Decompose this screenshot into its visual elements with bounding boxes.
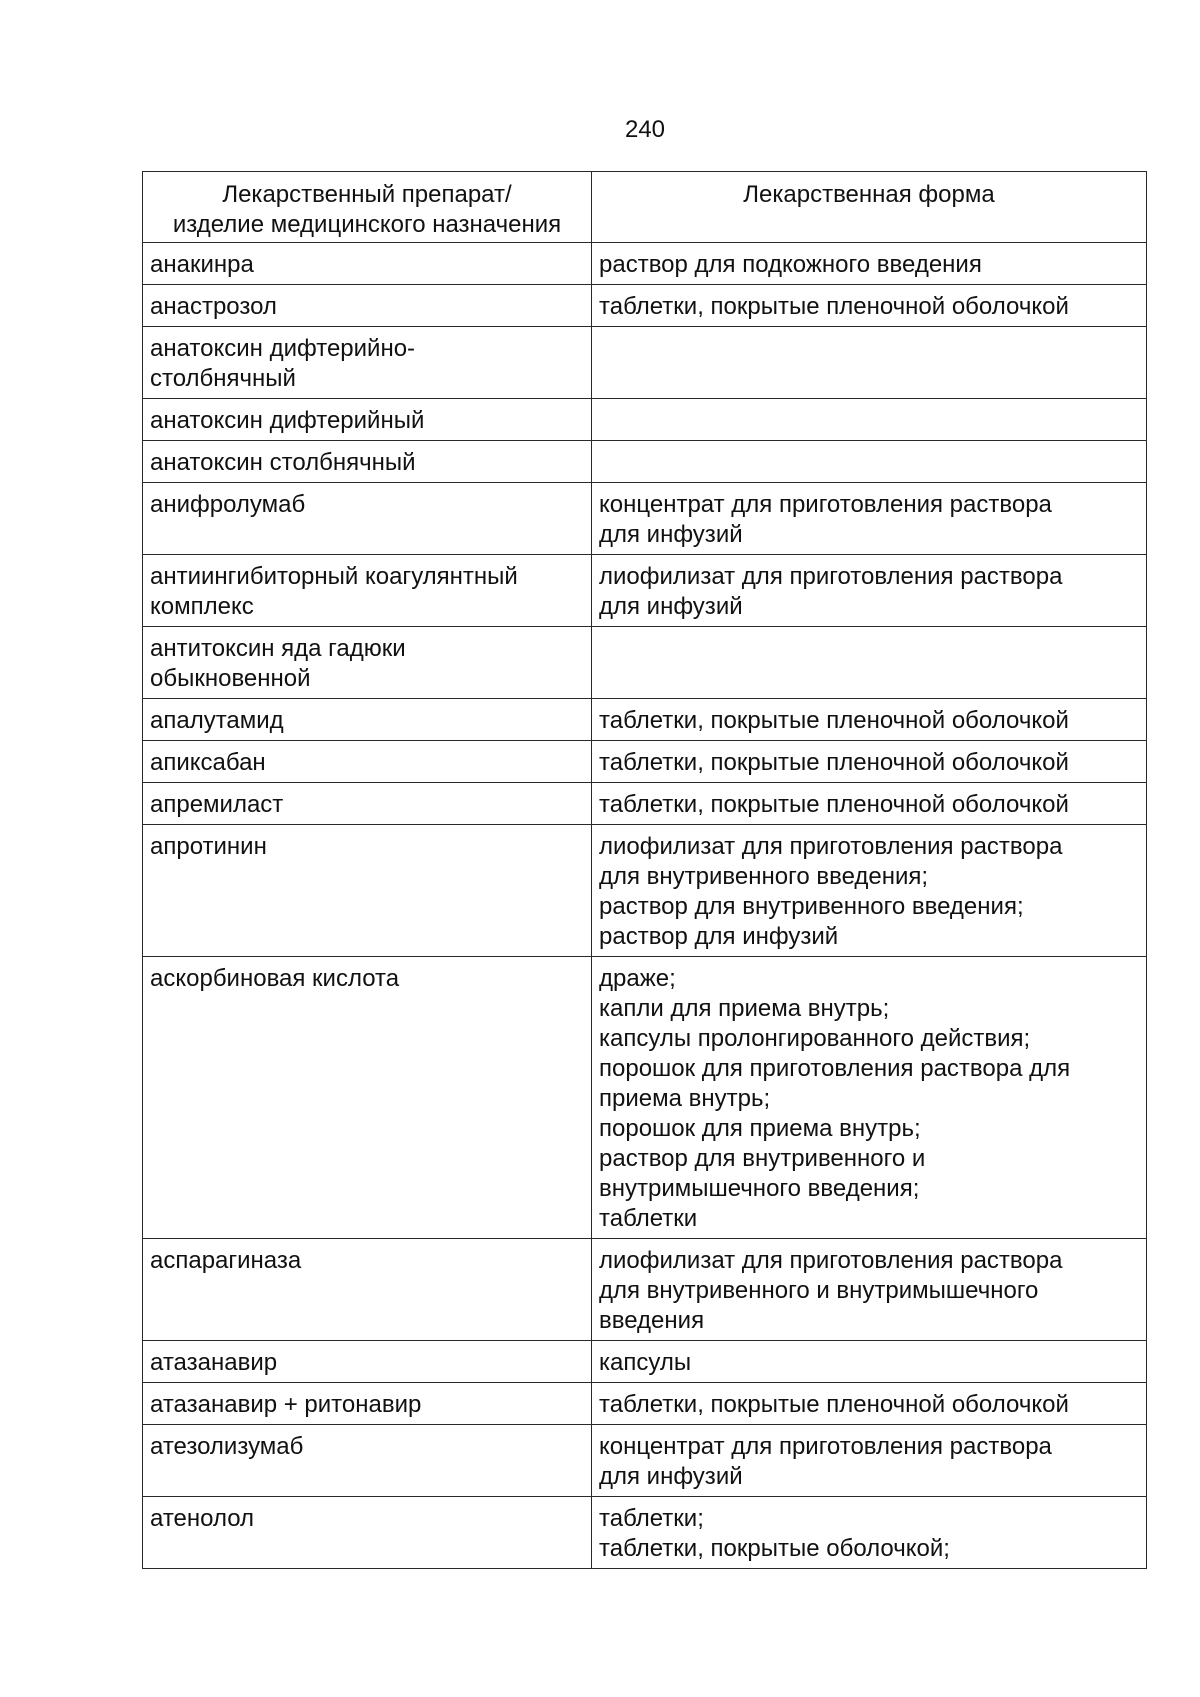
dosage-form-cell xyxy=(592,441,1147,483)
header-row xyxy=(143,172,1147,243)
dosage-form-line: таблетки, покрытые пленочной оболочкой xyxy=(599,707,1069,734)
dosage-form-line: для инфузий xyxy=(599,1463,743,1490)
table-row xyxy=(143,1425,1147,1497)
drug-cell xyxy=(143,555,592,627)
dosage-form-line: таблетки; xyxy=(599,1505,704,1532)
drug-name-line: анатоксин столбнячный xyxy=(150,449,416,476)
table-row xyxy=(143,741,1147,783)
table-row xyxy=(143,243,1147,285)
page-number: 240 xyxy=(624,116,666,143)
dosage-form-line: драже; xyxy=(599,965,676,992)
dosage-form-cell xyxy=(592,399,1147,441)
dosage-form-line: внутримышечного введения; xyxy=(599,1175,920,1202)
table-row xyxy=(143,285,1147,327)
dosage-form-line: для внутривенного введения; xyxy=(599,863,929,890)
drug-cell xyxy=(143,243,592,285)
dosage-form-cell xyxy=(592,1425,1147,1497)
table-row xyxy=(143,627,1147,699)
drug-name-line: анастрозол xyxy=(150,293,277,320)
drug-cell xyxy=(143,699,592,741)
drug-cell xyxy=(143,285,592,327)
dosage-form-line: таблетки, покрытые оболочкой; xyxy=(599,1535,950,1562)
dosage-form-line: таблетки, покрытые пленочной оболочкой xyxy=(599,293,1069,320)
table-row xyxy=(143,1383,1147,1425)
drug-cell xyxy=(143,399,592,441)
dosage-form-cell xyxy=(592,1341,1147,1383)
dosage-form-line: концентрат для приготовления раствора xyxy=(599,491,1052,518)
table-row xyxy=(143,783,1147,825)
dosage-form-line: таблетки xyxy=(599,1205,698,1232)
drug-name-line: атезолизумаб xyxy=(150,1433,304,1460)
dosage-form-line: лиофилизат для приготовления раствора xyxy=(599,1247,1063,1274)
drug-cell xyxy=(143,1425,592,1497)
dosage-form-cell xyxy=(592,741,1147,783)
dosage-form-line: раствор для подкожного введения xyxy=(599,251,982,278)
dosage-form-line: капсулы пролонгированного действия; xyxy=(599,1025,1031,1052)
table-row xyxy=(143,699,1147,741)
drug-name-line: атенолол xyxy=(150,1505,255,1532)
drug-name-line: анатоксин дифтерийно- xyxy=(150,335,416,362)
drug-cell xyxy=(143,825,592,957)
drug-cell xyxy=(143,627,592,699)
dosage-form-cell xyxy=(592,1497,1147,1569)
drug-cell xyxy=(143,1383,592,1425)
table-row xyxy=(143,555,1147,627)
dosage-form-cell xyxy=(592,699,1147,741)
table-row xyxy=(143,441,1147,483)
dosage-form-line: таблетки, покрытые пленочной оболочкой xyxy=(599,749,1069,776)
drug-name-line: анифролумаб xyxy=(150,491,306,518)
dosage-form-cell xyxy=(592,1383,1147,1425)
drug-cell xyxy=(143,327,592,399)
drug-name-line: анатоксин дифтерийный xyxy=(150,407,425,434)
dosage-form-cell xyxy=(592,627,1147,699)
dosage-form-line: раствор для внутривенного и xyxy=(599,1145,926,1172)
dosage-form-line: лиофилизат для приготовления раствора xyxy=(599,563,1063,590)
dosage-form-line: введения xyxy=(599,1307,705,1334)
dosage-form-cell xyxy=(592,285,1147,327)
table-row xyxy=(143,957,1147,1239)
header-drug-line: Лекарственный препарат/ xyxy=(222,181,512,208)
dosage-form-line: для внутривенного и внутримышечного xyxy=(599,1277,1039,1304)
dosage-form-line: лиофилизат для приготовления раствора xyxy=(599,833,1063,860)
header-form-line: Лекарственная форма xyxy=(743,181,995,208)
table-body xyxy=(143,243,1147,1569)
drug-name-line: апалутамид xyxy=(150,707,284,734)
dosage-form-line: порошок для приготовления раствора для xyxy=(599,1055,1071,1082)
dosage-form-line: таблетки, покрытые пленочной оболочкой xyxy=(599,1391,1069,1418)
dosage-form-line: капсулы xyxy=(599,1349,692,1376)
dosage-form-line: порошок для приема внутрь; xyxy=(599,1115,921,1142)
drug-cell xyxy=(143,1497,592,1569)
drug-cell xyxy=(143,483,592,555)
table-header xyxy=(143,172,1147,243)
drug-name-line: атазанавир + ритонавир xyxy=(150,1391,422,1418)
drug-cell xyxy=(143,957,592,1239)
drug-cell xyxy=(143,1341,592,1383)
header-drug xyxy=(143,172,592,243)
dosage-form-cell xyxy=(592,1239,1147,1341)
dosage-form-cell xyxy=(592,555,1147,627)
dosage-form-line: капли для приема внутрь; xyxy=(599,995,890,1022)
dosage-form-cell xyxy=(592,783,1147,825)
dosage-form-line: для инфузий xyxy=(599,521,743,548)
dosage-form-line: раствор для внутривенного введения; xyxy=(599,893,1024,920)
drug-cell xyxy=(143,1239,592,1341)
dosage-form-cell xyxy=(592,957,1147,1239)
table-row xyxy=(143,1497,1147,1569)
drug-name-line: аспарагиназа xyxy=(150,1247,302,1274)
drug-table xyxy=(142,171,1147,1569)
table-row xyxy=(143,825,1147,957)
drug-name-line: апремиласт xyxy=(150,791,284,818)
drug-name-line: столбнячный xyxy=(150,365,296,392)
drug-name-line: аскорбиновая кислота xyxy=(150,965,400,992)
dosage-form-cell xyxy=(592,327,1147,399)
dosage-form-line: концентрат для приготовления раствора xyxy=(599,1433,1052,1460)
table-row xyxy=(143,1341,1147,1383)
header-form xyxy=(592,172,1147,243)
dosage-form-line: приема внутрь; xyxy=(599,1085,771,1112)
dosage-form-cell xyxy=(592,243,1147,285)
drug-name-line: апротинин xyxy=(150,833,267,860)
dosage-form-cell xyxy=(592,825,1147,957)
drug-cell xyxy=(143,441,592,483)
dosage-form-line: таблетки, покрытые пленочной оболочкой xyxy=(599,791,1069,818)
drug-name-line: обыкновенной xyxy=(150,665,311,692)
dosage-form-line: для инфузий xyxy=(599,593,743,620)
header-drug-line: изделие медицинского назначения xyxy=(172,211,562,238)
table-row xyxy=(143,399,1147,441)
table-row xyxy=(143,483,1147,555)
drug-cell xyxy=(143,783,592,825)
drug-name-line: атазанавир xyxy=(150,1349,278,1376)
dosage-form-line: раствор для инфузий xyxy=(599,923,839,950)
drug-name-line: апиксабан xyxy=(150,749,266,776)
dosage-form-cell xyxy=(592,483,1147,555)
drug-cell xyxy=(143,741,592,783)
table-row xyxy=(143,327,1147,399)
drug-name-line: анакинра xyxy=(150,251,254,278)
drug-name-line: комплекс xyxy=(150,593,254,620)
drug-name-line: антиингибиторный коагулянтный xyxy=(150,563,518,590)
drug-name-line: антитоксин яда гадюки xyxy=(150,635,406,662)
table-row xyxy=(143,1239,1147,1341)
